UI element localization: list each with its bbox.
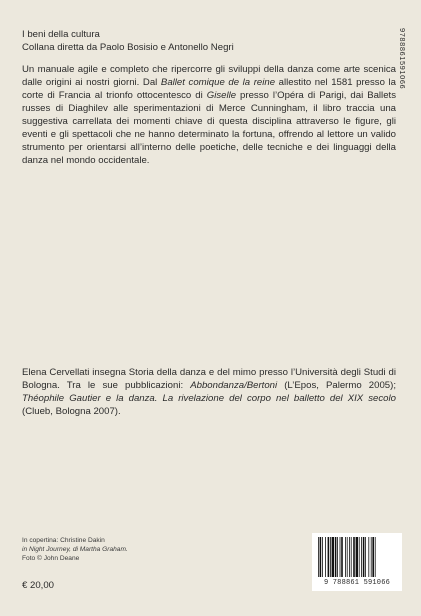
barcode-bar (368, 537, 369, 577)
barcode-bar (351, 537, 352, 577)
description-italic-title: Giselle (206, 90, 237, 101)
barcode-bar (341, 537, 343, 577)
series-info (22, 28, 234, 54)
barcode-bar (332, 537, 334, 577)
series-title: I beni della cultura (22, 29, 100, 40)
vertical-isbn-text: 9788861591066 (398, 28, 407, 90)
barcode-digits: 9 788861 591066 (323, 579, 390, 587)
description-text: presso l’Opéra di Parigi, dai Ballets russes di Diaghilev alle sperimentazioni di Merce Cunningham, il libro traccia una suggestiva carrellata dei momenti chiave di questa disciplina attraverso le figure, gli eventi e gli spettacoli che ne hanno determinato la fortuna, offrendo al lettore un valido strumento per orientarsi all’interno delle poetiche, delle tecniche e dei linguaggi della danza nel mondo occidentale. (22, 90, 396, 166)
price-label: € 20,00 (22, 580, 55, 591)
barcode-bar (347, 537, 348, 577)
barcode-bar (318, 537, 319, 577)
credit-post: , di Martha Graham. (69, 546, 128, 553)
book-description (22, 63, 396, 167)
barcode-bar (320, 537, 322, 577)
description-italic-title: Ballet comique de la reine (160, 77, 276, 88)
barcode-bar (328, 537, 330, 577)
bio-italic-title: Théophile Gautier e la danza. La rivelazione del corpo nel balletto del XIX secolo (22, 393, 396, 404)
barcode (312, 533, 402, 591)
barcode-bar (349, 537, 350, 577)
barcode-bar (359, 537, 360, 577)
credit-line-3: Foto © John Deane (22, 555, 80, 562)
barcode-bar (322, 537, 323, 577)
barcode-bar (337, 537, 338, 577)
bio-text: (L’Epos, Palermo 2005); (277, 380, 396, 391)
series-editors: Collana diretta da Paolo Bosisio e Antonello Negri (22, 42, 234, 53)
barcode-bar (330, 537, 331, 577)
bio-text: (Clueb, Bologna 2007). (22, 406, 121, 417)
barcode-bar (340, 537, 341, 577)
barcode-bar (345, 537, 346, 577)
barcode-bar (335, 537, 337, 577)
author-bio (22, 366, 396, 418)
barcode-bar (356, 537, 358, 577)
bio-text: Elena Cervellati insegna Storia della danza e del mimo presso l’Università degli Studi di Bologna. Tra le sue pubblicazioni: (22, 367, 396, 391)
barcode-bars (316, 537, 398, 577)
bio-italic-title: Abbondanza/Bertoni (190, 380, 278, 391)
credit-work-title: Night Journey (28, 546, 70, 553)
credit-pre: in (22, 546, 29, 553)
vertical-isbn (396, 28, 408, 178)
barcode-bar (363, 537, 365, 577)
cover-credits (22, 536, 128, 563)
barcode-bar (365, 537, 366, 577)
barcode-bar (361, 537, 362, 577)
description-text: Un manuale agile e completo che ripercorre gli sviluppi della danza come arte scenica dalle origini ai nostri giorni. Dal (22, 64, 396, 88)
credit-line-2 (22, 545, 128, 554)
description-text: allestito nel 1581 presso la corte di Francia al trionfo ottocentesco di (22, 77, 396, 101)
barcode-bar (325, 537, 326, 577)
credit-line-1: In copertina: Christine Dakin (22, 537, 105, 544)
barcode-bar (375, 537, 376, 577)
barcode-bar (372, 537, 374, 577)
barcode-bar (353, 537, 355, 577)
barcode-bar (371, 537, 372, 577)
